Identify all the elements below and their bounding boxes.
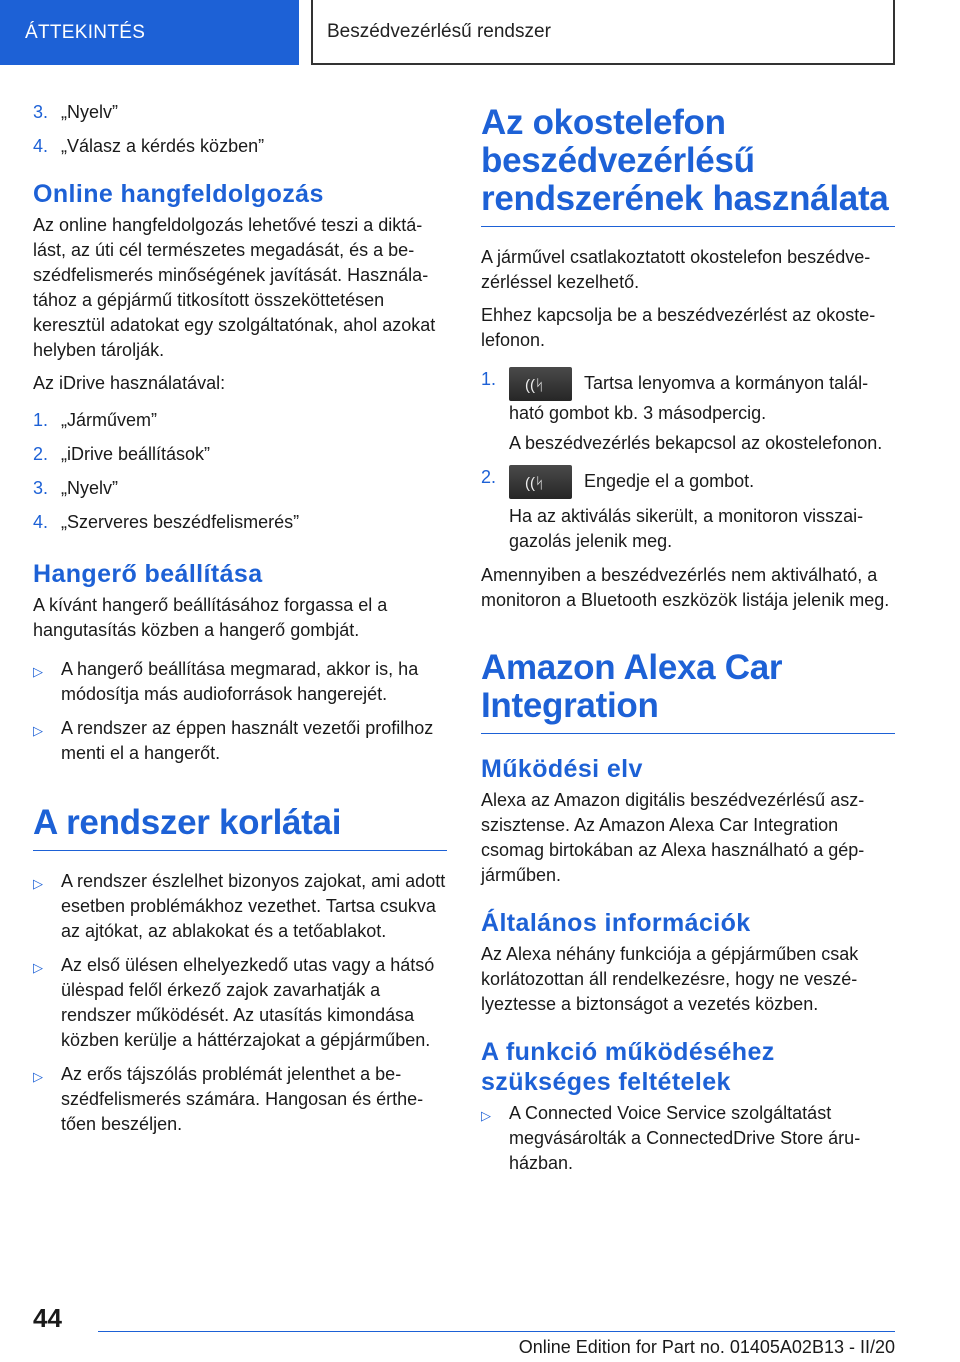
chapter-tab[interactable]: Beszédvezérlésű rendszer [311,0,895,65]
left-column [33,100,447,1146]
paragraph: A kívánt hangerő beállításához forgassa el a hangutasítás közben a hangerő gombját. [33,595,388,640]
list-sub-text: A beszédvezérlés bekapcsol az okostelefonon. [509,433,883,453]
footer-edition: Online Edition for Part no. 01405A02B13 - II/20 [518,1337,895,1357]
list-item: 4. „Szerveres beszédfelismerés” [33,512,300,532]
paragraph: A járművel csatlakoztatott okostelefon beszédvezérléssel kezelhető. [481,247,871,292]
bullet-item: ▷ A rendszer észlelhet bizonyos zajokat, ami adott esetben problémákhoz vezethet. Tartsa csukva az ajtókat, az ablakokat és a tetőablakot. [33,869,447,944]
bullet-item: ▷ A rendszer az éppen használt vezetői profilhoz menti el a hangerőt. [33,716,447,766]
bullet-item: ▷ A hangerő beállítása megmarad, akkor is, ha módosítja más audioforrások hangerejét. [33,657,447,707]
triangle-bullet-icon: ▷ [481,1108,491,1123]
list-item: 4. „Válasz a kérdés közben” [33,136,265,156]
footer-divider [98,1331,895,1332]
heading-general: Általános információk [481,909,751,937]
heading-requirements: A funkció működéséhez szükséges feltételek [481,1038,775,1096]
heading-volume: Hangerő beállítása [33,560,263,588]
triangle-bullet-icon: ▷ [33,664,43,679]
list-item: 3. „Nyelv” [33,102,118,122]
voice-button-icon: ((ᛋ [509,465,572,499]
paragraph: Amennyiben a beszédvezérlés nem aktiválható, a monitoron a Bluetooth eszközök listája jelenik meg. [481,565,890,610]
paragraph: Az iDrive használatával: [33,373,226,393]
paragraph: Az online hangfeldolgozás lehetővé teszi a diktálást, az úti cél természetes megadását, és a beszédfelismerés minőségének javítását. Használatához a gépjármű titkosított összeköttetésen keresztül adatokat egy szolgáltatónak, ahol azokat helyben tárolják. [33,215,436,360]
list-item: 2. ((ᛋ Engedje el a gombot. [481,465,895,499]
paragraph: Az Alexa néhány funkciója a gépjárműben csak korlátozottan áll rendelkezésre, hogy ne veszélyeztesse a biztonságot a vezetés közben. [481,944,859,1014]
paragraph: Ehhez kapcsolja be a beszédvezérlést az okostelefonon. [481,305,876,350]
section-tab[interactable]: ÁTTEKINTÉS [0,0,299,65]
heading-principle: Működési elv [481,755,643,783]
right-column [481,100,895,1185]
heading-limits: A rendszer korlátai [33,804,447,851]
bullet-item: ▷ A Connected Voice Service szolgáltatást megvásárolták a ConnectedDrive Store áruházban. [481,1101,895,1176]
bullet-item: ▷ Az első ülésen elhelyezkedő utas vagy a hátsó ülėspad felől érkező zajok zavarhatják a rendszer működését. Az utasítás kimondása közben kerülje a háttérzajokat a gépjárműben. [33,953,447,1053]
paragraph: Alexa az Amazon digitális beszédvezérlésű aszszisztense. Az Amazon Alexa Car Integration csomag birtokában az Alexa használható a gépjárműben. [481,790,865,885]
voice-button-icon: ((ᛋ [509,367,572,401]
heading-alexa: Amazon Alexa Car Integration [481,649,895,734]
triangle-bullet-icon: ▷ [33,723,43,738]
list-item: 1. ((ᛋ Tartsa lenyomva a kormányon található gombot kb. 3 másodpercig. [481,369,869,423]
bullet-item: ▷ Az erős tájszólás problémát jelenthet a beszédfelismerés számára. Hangosan és érthetően beszéljen. [33,1062,447,1137]
heading-smartphone: Az okostelefon beszédvezérlésű rendszerének használata [481,104,895,227]
triangle-bullet-icon: ▷ [33,960,43,975]
list-sub-text: Ha az aktiválás sikerült, a monitoron visszaigazolás jelenik meg. [509,506,864,551]
list-item: 2. „iDrive beállítások” [33,444,211,464]
heading-online: Online hangfeldolgozás [33,180,324,208]
triangle-bullet-icon: ▷ [33,876,43,891]
page-number: 44 [33,1303,62,1333]
list-item: 3. „Nyelv” [33,478,118,498]
triangle-bullet-icon: ▷ [33,1069,43,1084]
list-item: 1. „Járművem” [33,410,158,430]
